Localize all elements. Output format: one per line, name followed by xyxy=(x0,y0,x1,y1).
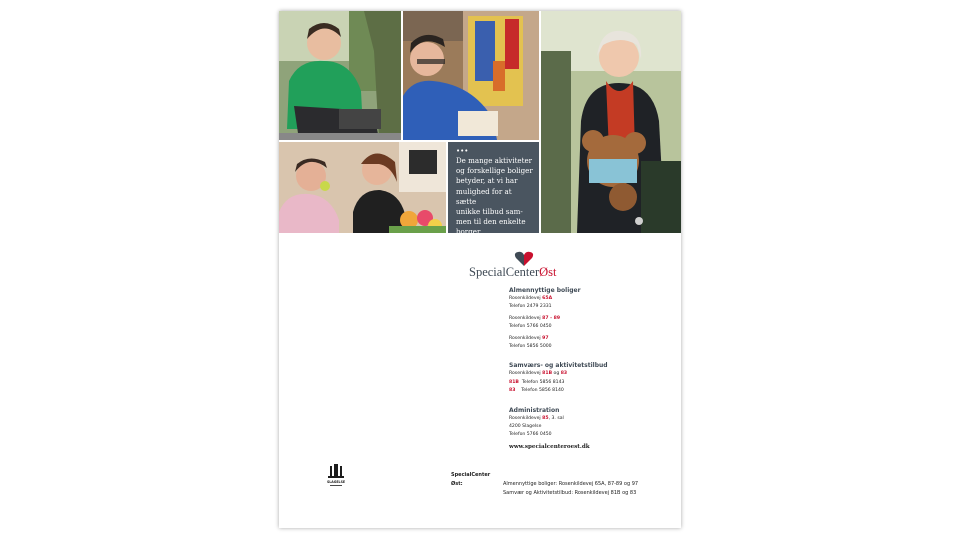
photo-woman-teddy-bear xyxy=(541,11,681,233)
house-number: 83 xyxy=(509,388,516,394)
address-line xyxy=(509,415,669,423)
photo-man-green-jacket xyxy=(279,11,401,140)
logo-wordmark xyxy=(469,265,557,280)
quote-text xyxy=(456,156,534,238)
quote-dots: ••• xyxy=(456,147,469,155)
logo-wordmark-accent: Øst xyxy=(539,265,557,279)
address-line xyxy=(509,335,669,343)
city-line: 4200 Slagelse xyxy=(509,424,542,430)
photo-two-people-eating xyxy=(279,142,446,233)
conjunction: og xyxy=(552,371,561,377)
house-number: 97 xyxy=(542,335,549,341)
footer xyxy=(451,471,638,498)
house-number: 83 xyxy=(560,371,568,377)
footer-line-2: Samvær og Aktivitetstilbud: Rosenkildevej 81B og 83 xyxy=(503,490,637,496)
photo-man-painting xyxy=(403,11,539,140)
quote-line: og forskellige boliger xyxy=(456,166,533,176)
phone-line: Telefon 5766 0450 xyxy=(509,324,552,330)
street: Rosenkildevej xyxy=(509,296,543,301)
house-number: 81B xyxy=(509,379,519,385)
logo-wordmark-main: SpecialCenter xyxy=(469,265,540,279)
address-block xyxy=(509,335,669,352)
street: Rosenkildevej xyxy=(509,315,543,321)
house-number: 65A xyxy=(542,296,553,301)
address-block xyxy=(509,315,669,332)
footer-text: Almennyttige boliger: Rosenkildevej 65A, 87-89 og 97 xyxy=(503,481,639,487)
phone-line: Telefon 5766 0450 xyxy=(509,432,552,438)
address-line xyxy=(509,295,669,303)
quote-line: borger. xyxy=(456,227,482,237)
phone-line: Telefon 5856 5000 xyxy=(509,344,552,350)
phone-line xyxy=(509,387,669,395)
house-number: 85 xyxy=(542,415,549,421)
quote-line: betyder, at vi har xyxy=(456,176,518,186)
phone-line xyxy=(509,379,669,387)
street: Rosenkildevej xyxy=(509,335,543,341)
section-title-housing: Almennyttige boliger xyxy=(509,287,581,294)
footer-line-1 xyxy=(451,471,638,489)
address-block xyxy=(509,415,669,440)
phone-text: Telefon 5856 8140 xyxy=(515,388,564,394)
address-block xyxy=(509,295,669,312)
floor: , 3. sal xyxy=(548,415,564,421)
quote-line: unikke tilbud sam- xyxy=(456,207,523,217)
phone-line: Telefon 2479 2331 xyxy=(509,304,552,310)
house-number: 87 - 89 xyxy=(542,315,561,321)
section-title-activities: Samværs- og aktivitetstilbud xyxy=(509,362,608,370)
house-number: 81B xyxy=(542,371,553,377)
brochure-page xyxy=(279,11,681,528)
phone-text: Telefon 5856 8143 xyxy=(518,379,565,385)
specialcenter-logo xyxy=(469,251,569,281)
quote-box xyxy=(448,142,539,237)
quote-line: De mange aktiviteter xyxy=(456,156,533,165)
website-link[interactable]: www.specialcenteroest.dk xyxy=(509,443,590,450)
quote-line: mulighed for at sætte xyxy=(456,186,512,206)
address-line xyxy=(509,315,669,323)
street: Rosenkildevej xyxy=(509,371,543,377)
municipality-seal-icon xyxy=(327,464,345,488)
footer-label: SpecialCenter Øst: xyxy=(451,472,491,487)
address-block xyxy=(509,370,669,395)
address-line xyxy=(509,370,669,378)
quote-line: men til den enkelte xyxy=(456,217,526,227)
street: Rosenkildevej xyxy=(509,415,543,421)
contact-info xyxy=(509,287,669,451)
slagelse-seal xyxy=(327,464,345,488)
seal-text: SLAGELSE xyxy=(327,480,345,484)
section-title-administration: Administration xyxy=(509,406,560,414)
